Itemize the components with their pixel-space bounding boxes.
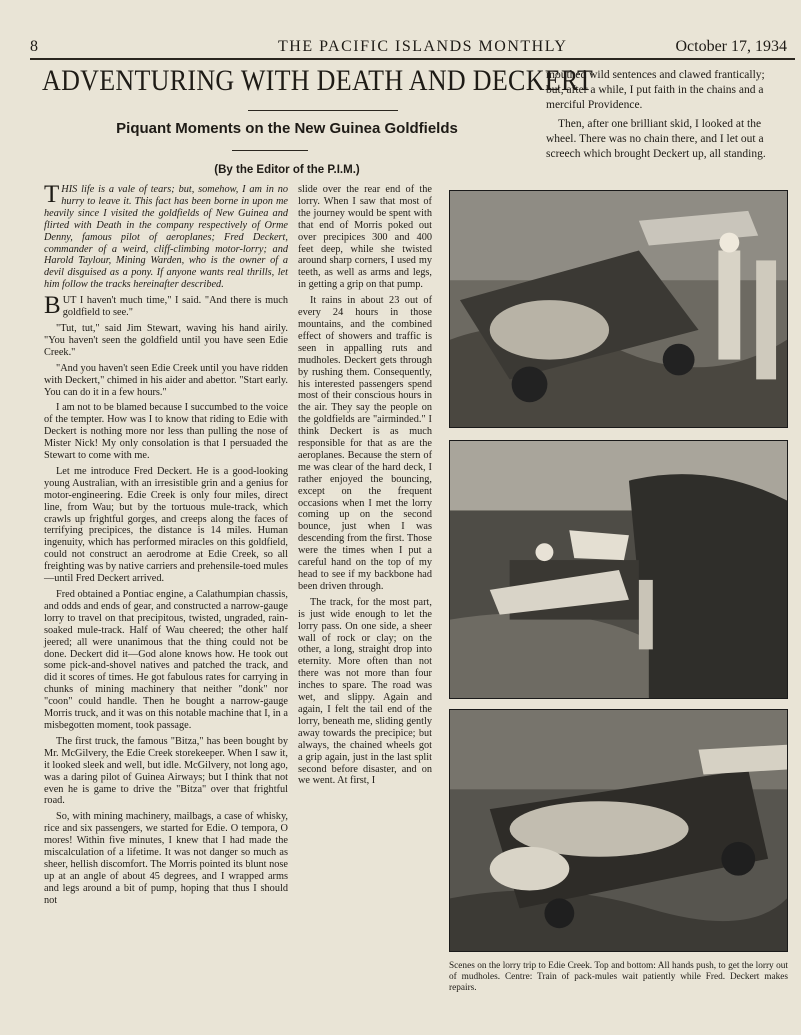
paragraph: "And you haven't seen Edie Creek until you have ridden with Deckert," chimed in his aider and abettor. "Start early. You can do it in a few hours.": [44, 362, 288, 398]
text-column-3: [546, 68, 782, 166]
paragraph: mouthed wild sentences and clawed frantically; but, after a while, I put faith in the chains and a merciful Providence.: [546, 69, 765, 111]
text-column-2: [298, 184, 432, 791]
headline-divider: [248, 110, 398, 111]
paragraph: "Tut, tut," said Jim Stewart, waving his hand airily. "You haven't seen the goldfield until you have seen Edie Creek.": [44, 322, 288, 358]
paragraph: So, with mining machinery, mailbags, a case of whisky, rice and six passengers, we started for Edie. O tempora, O mores! Within five minutes, I knew that I had made the miscalculation of a lifetime. It was not danger so much as sheer, hellish discomfort. The Morris pointed its blunt nose up at an angle of about 45 degrees, and I wrapped arms and legs around a bit of pump, hoping that thus I should not: [44, 811, 288, 906]
paragraph: Fred obtained a Pontiac engine, a Calathumpian chassis, and odds and ends of gear, and constructed a narrow-gauge lorry to travel on that precipitous, twisted, ungraded, rain-soaked mule-track. Half of Wau cheered; the other half jeered; all were unanimous that the thing could not be done. Deckert did it—God alone knows how. He took out some pick-and-shovel natives and patched the track, and did it scores of times. He got fabulous rates for carrying in chunks of mining machinery that neither "donk" nor "coon" could handle. Then he bought a narrow-gauge Morris truck, and it was on this notable machine that I, in a misbegotten moment, took passage.: [44, 589, 288, 731]
paragraph: [44, 292, 288, 320]
photo-lorry-mudhole-bottom: [449, 709, 788, 952]
paragraph: slide over the rear end of the lorry. When I saw that most of the journey would be spent with that end of Morris poked out over precipices 300 and 400 feet deep, while she twisted around sharp corners, I used my teeth, as well as arms and legs, in getting a grip on that pump.: [298, 184, 432, 291]
photo-caption: Scenes on the lorry trip to Edie Creek. Top and bottom: All hands push, to get the lorry out of mudholes. Centre: Train of pack-mules wait patiently while Fred. Deckert makes repairs.: [449, 961, 788, 993]
para-dropcap: B: [44, 292, 61, 320]
intro-text: HIS life is a vale of tears; but, somehow, I am in no hurry to leave it. This fact has been borne in upon me heavily since I visited the goldfields of New Guinea and flirted with Death in the company respectively of Orme Denny, famous pilot of aeroplanes; Fred Deckert, commander of a weird, cliff-climbing motor-lorry; and Harold Taylour, Mining Warden, who is the owner of a devil disguised as a pony. If anyone wants real thrills, let him follow the tracks hereinafter described.: [44, 184, 288, 291]
subheadline-divider: [232, 150, 308, 151]
intro-dropcap: T: [44, 181, 60, 208]
paragraph: The track, for the most part, is just wide enough to let the lorry pass. On one side, a sheer wall of rock or clay; on the other, a long, straight drop into eternity. More often than not there was not more than four inches to spare. The road was wet, and slippy. Again and again, I felt the tail end of the lorry, beneath me, sliding gently away towards the precipice; but always, the chained wheels got a grip again, just in the last split second before disaster, and on we went. At first, I: [298, 596, 432, 787]
issue-date: October 17, 1934: [675, 38, 787, 55]
paragraph: Let me introduce Fred Deckert. He is a good-looking young Australian, with an irresistible grin and a genius for motor-engineering. Edie Creek is only four miles, direct line, from Wau; but by the tortuous mule-track, which crawls up frightful gorges, and creeps along the faces of terrifying precipices, the distance is 14 miles. Human ingenuity, which has performed miracles on this goldfield, could not construct an aerodrome at Edie Creek, so all freighting was by native carriers and prehensile-toed mules—until Fred Deckert arrived.: [44, 465, 288, 585]
photo-lorry-mudhole-top: [449, 190, 788, 428]
article-headline: ADVENTURING WITH DEATH AND DECKERT: [42, 64, 594, 97]
publication-title: THE PACIFIC ISLANDS MONTHLY: [278, 38, 568, 55]
running-header: [30, 34, 795, 60]
page-number: 8: [30, 38, 38, 55]
photo-pack-mules-centre: [449, 440, 788, 699]
paragraph-text: UT I haven't much time," I said. "And there is much goldfield to see.": [62, 295, 288, 319]
text-column-1: [44, 181, 288, 911]
article-subheadline: Piquant Moments on the New Guinea Goldfields: [116, 120, 458, 137]
paragraph: I am not to be blamed because I succumbed to the voice of the tempter. How was I to know that riding to Edie with Deckert is nothing more nor less than pulling the nose of Mister Nick! My only consolation is that I persuaded the Stewart to come with me.: [44, 402, 288, 462]
paragraph: Then, after one brilliant skid, I looked at the wheel. There was no chain there, and I let out a screech which brought Deckert up, all standing.: [546, 118, 766, 160]
paragraph: The first truck, the famous "Bitza," has been bought by Mr. McGilvery, the Edie Creek storekeeper. When I saw it, it looked sleek and well, but idle. McGilvery, not long ago, was a daring pilot of Guinea Airways; but I think that not even he is game to drive the "Bitza" over that frightful road.: [44, 735, 288, 807]
paragraph: It rains in about 23 out of every 24 hours in those mountains, and the combined effect of showers and traffic is seen in appalling ruts and mudholes. Deckert gets through by rushing them. Consequently, his interested passengers spend most of their conscious hours in the air. They say the people on the goldfields are "airminded." I think Deckert is as much responsible for that as are the aeroplanes. Because the stern of me was clear of the hard deck, I rather enjoyed the bouncing, except on the frequent occasions when I met the lorry coming up on the second bounce, just when I was descending from the first. Those were the times when I put a careful hand on the top of my head to see if my backbone had been driven through.: [298, 295, 432, 592]
article-byline: (By the Editor of the P.I.M.): [214, 164, 360, 176]
intro-paragraph: [44, 181, 288, 291]
